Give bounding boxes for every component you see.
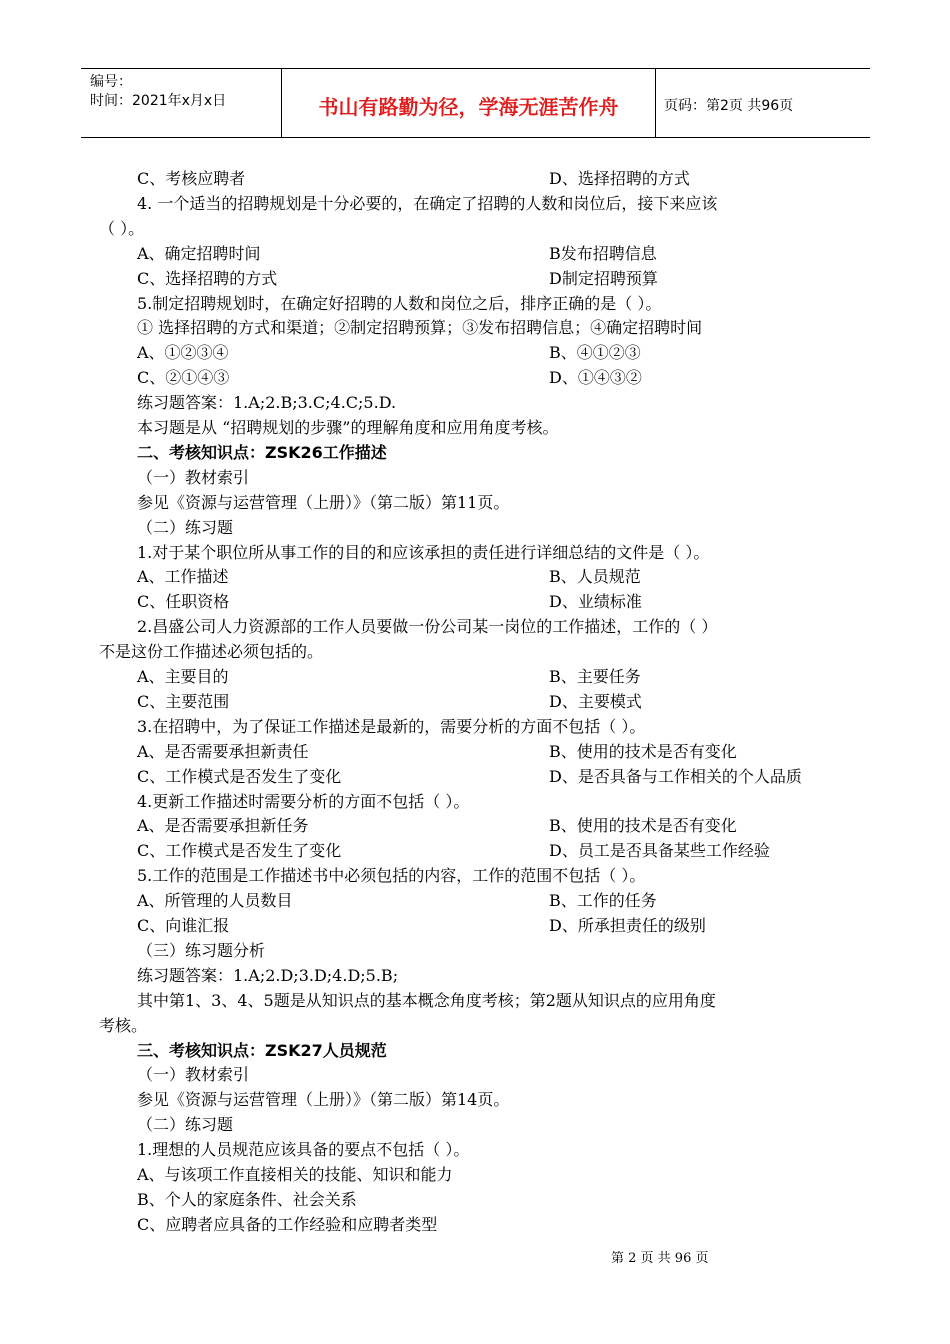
section-heading: 三、考核知识点：ZSK27人员规范 <box>137 1040 387 1060</box>
option-left: C、主要范围 <box>137 691 230 711</box>
paragraph-text: ① 选择招聘的方式和渠道；②制定招聘预算；③发布招聘信息；④确定招聘时间 <box>137 318 703 338</box>
paragraph-text: 3.在招聘中，为了保证工作描述是最新的，需要分析的方面不包括（ ）。 <box>137 716 646 736</box>
paragraph-text: （一）教材索引 <box>137 467 250 487</box>
option-right: D、业绩标准 <box>549 592 642 612</box>
text-line <box>0 639 950 664</box>
header-motto: 书山有路勤为径，学海无涯苦作舟 <box>282 69 656 137</box>
option-right: B发布招聘信息 <box>549 243 657 263</box>
paragraph-text: 其中第1、3、4、5题是从知识点的基本概念角度考核；第2题从知识点的应用角度 <box>137 990 716 1010</box>
text-line <box>0 490 950 515</box>
option-left: A、所管理的人员数目 <box>137 891 293 911</box>
option-right: D、选择招聘的方式 <box>549 169 690 188</box>
text-line <box>0 888 950 913</box>
paragraph-text: （二）练习题 <box>137 517 234 537</box>
option-right: B、主要任务 <box>549 667 641 686</box>
text-line <box>0 1212 950 1237</box>
text-line <box>0 988 950 1013</box>
paragraph-text: 考核。 <box>99 1015 148 1035</box>
text-line <box>0 540 950 565</box>
option-right: B、使用的技术是否有变化 <box>549 816 737 836</box>
option-right: B、工作的任务 <box>549 891 657 911</box>
paragraph-text: 本习题是从 “招聘规划的步骤”的理解角度和应用角度考核。 <box>137 418 559 437</box>
paragraph-text: 参见《资源与运营管理（上册）》（第二版）第14页。 <box>137 1090 510 1110</box>
text-line <box>0 739 950 764</box>
page-footer: 第 2 页 共 96 页 <box>611 1251 709 1266</box>
option-left: C、选择招聘的方式 <box>137 268 278 288</box>
text-line <box>0 838 950 863</box>
paragraph-text: C、应聘者应具备的工作经验和应聘者类型 <box>137 1214 438 1234</box>
text-line <box>0 365 950 390</box>
paragraph-text: A、与该项工作直接相关的技能、知识和能力 <box>137 1165 453 1184</box>
text-line <box>0 1087 950 1112</box>
option-right: D、是否具备与工作相关的个人品质 <box>549 766 802 786</box>
option-left: A、工作描述 <box>137 567 229 587</box>
option-left: C、任职资格 <box>137 592 230 612</box>
option-left: A、①②③④ <box>137 343 229 363</box>
header-meta <box>81 69 282 137</box>
header-time-label: 时间：2021年x月x日 <box>90 93 227 109</box>
paragraph-text: 4.更新工作描述时需要分析的方面不包括（ ）。 <box>137 791 470 811</box>
text-line <box>0 315 950 340</box>
text-line <box>0 589 950 614</box>
text-line <box>0 664 950 689</box>
paragraph-text: 1.理想的人员规范应该具备的要点不包括（ ）。 <box>137 1140 470 1160</box>
text-line <box>0 764 950 789</box>
page-header <box>81 68 870 138</box>
option-left: A、是否需要承担新任务 <box>137 816 309 836</box>
header-code-label: 编号： <box>90 74 132 90</box>
option-right: D、所承担责任的级别 <box>549 916 706 935</box>
header-page-label: 页码：第2页 共96页 <box>664 98 794 114</box>
paragraph-text: （二）练习题 <box>137 1115 234 1135</box>
text-line <box>0 465 950 490</box>
text-line <box>0 1137 950 1162</box>
text-line <box>0 266 950 291</box>
text-line <box>0 390 950 415</box>
text-line <box>0 216 950 241</box>
paragraph-text: 1.对于某个职位所从事工作的目的和应该承担的责任进行详细总结的文件是（ ）。 <box>137 542 710 562</box>
option-left: A、确定招聘时间 <box>137 243 261 263</box>
text-line <box>0 415 950 440</box>
paragraph-text: 5.制定招聘规划时，在确定好招聘的人数和岗位之后，排序正确的是（ ）。 <box>137 293 662 313</box>
text-line <box>0 440 950 465</box>
option-right: D制定招聘预算 <box>549 268 658 288</box>
paragraph-text: 练习题答案：1.A;2.D;3.D;4.D;5.B; <box>137 965 399 985</box>
text-line <box>0 191 950 216</box>
option-right: B、④①②③ <box>549 343 641 363</box>
text-line <box>0 564 950 589</box>
text-line <box>0 938 950 963</box>
option-right: D、员工是否具备某些工作经验 <box>549 841 770 861</box>
section-heading: 二、考核知识点：ZSK26工作描述 <box>137 442 387 462</box>
text-line <box>0 1162 950 1187</box>
paragraph-text: 5.工作的范围是工作描述书中必须包括的内容，工作的范围不包括（ ）。 <box>137 866 646 886</box>
option-right: B、人员规范 <box>549 567 641 587</box>
text-line <box>0 241 950 266</box>
paragraph-text: 练习题答案：1.A;2.B;3.C;4.C;5.D. <box>137 393 397 413</box>
text-line <box>0 913 950 938</box>
paragraph-text: 2.昌盛公司人力资源部的工作人员要做一份公司某一岗位的工作描述，工作的（ ） <box>137 617 718 637</box>
text-line <box>0 813 950 838</box>
paragraph-text: B、个人的家庭条件、社会关系 <box>137 1189 357 1209</box>
paragraph-text: 不是这份工作描述必须包括的。 <box>99 642 324 662</box>
option-left: C、②①④③ <box>137 368 230 388</box>
paragraph-text: 参见《资源与运营管理（上册）》（第二版）第11页。 <box>137 492 510 512</box>
paragraph-text: （一）教材索引 <box>137 1065 250 1085</box>
option-right: D、主要模式 <box>549 691 642 711</box>
option-left: A、主要目的 <box>137 667 229 686</box>
option-left: C、工作模式是否发生了变化 <box>137 841 342 861</box>
text-line <box>0 1187 950 1212</box>
paragraph-text: （三）练习题分析 <box>137 940 266 960</box>
text-line <box>0 863 950 888</box>
text-line <box>0 689 950 714</box>
text-line <box>0 1112 950 1137</box>
option-left: A、是否需要承担新责任 <box>137 741 309 761</box>
text-line <box>0 1013 950 1038</box>
text-line <box>0 614 950 639</box>
paragraph-text: （ ）。 <box>99 218 145 238</box>
text-line <box>0 1038 950 1063</box>
option-left: C、工作模式是否发生了变化 <box>137 766 342 786</box>
text-line <box>0 166 950 191</box>
text-line <box>0 515 950 540</box>
text-line <box>0 789 950 814</box>
text-line <box>0 291 950 316</box>
option-right: D、①④③② <box>549 368 642 388</box>
option-right: B、使用的技术是否有变化 <box>549 741 737 761</box>
paragraph-text: 4. 一个适当的招聘规划是十分必要的，在确定了招聘的人数和岗位后，接下来应该 <box>137 193 718 213</box>
text-line <box>0 714 950 739</box>
text-line <box>0 340 950 365</box>
text-line <box>0 963 950 988</box>
option-left: C、向谁汇报 <box>137 916 230 935</box>
option-left: C、考核应聘者 <box>137 169 246 188</box>
text-line <box>0 1062 950 1087</box>
